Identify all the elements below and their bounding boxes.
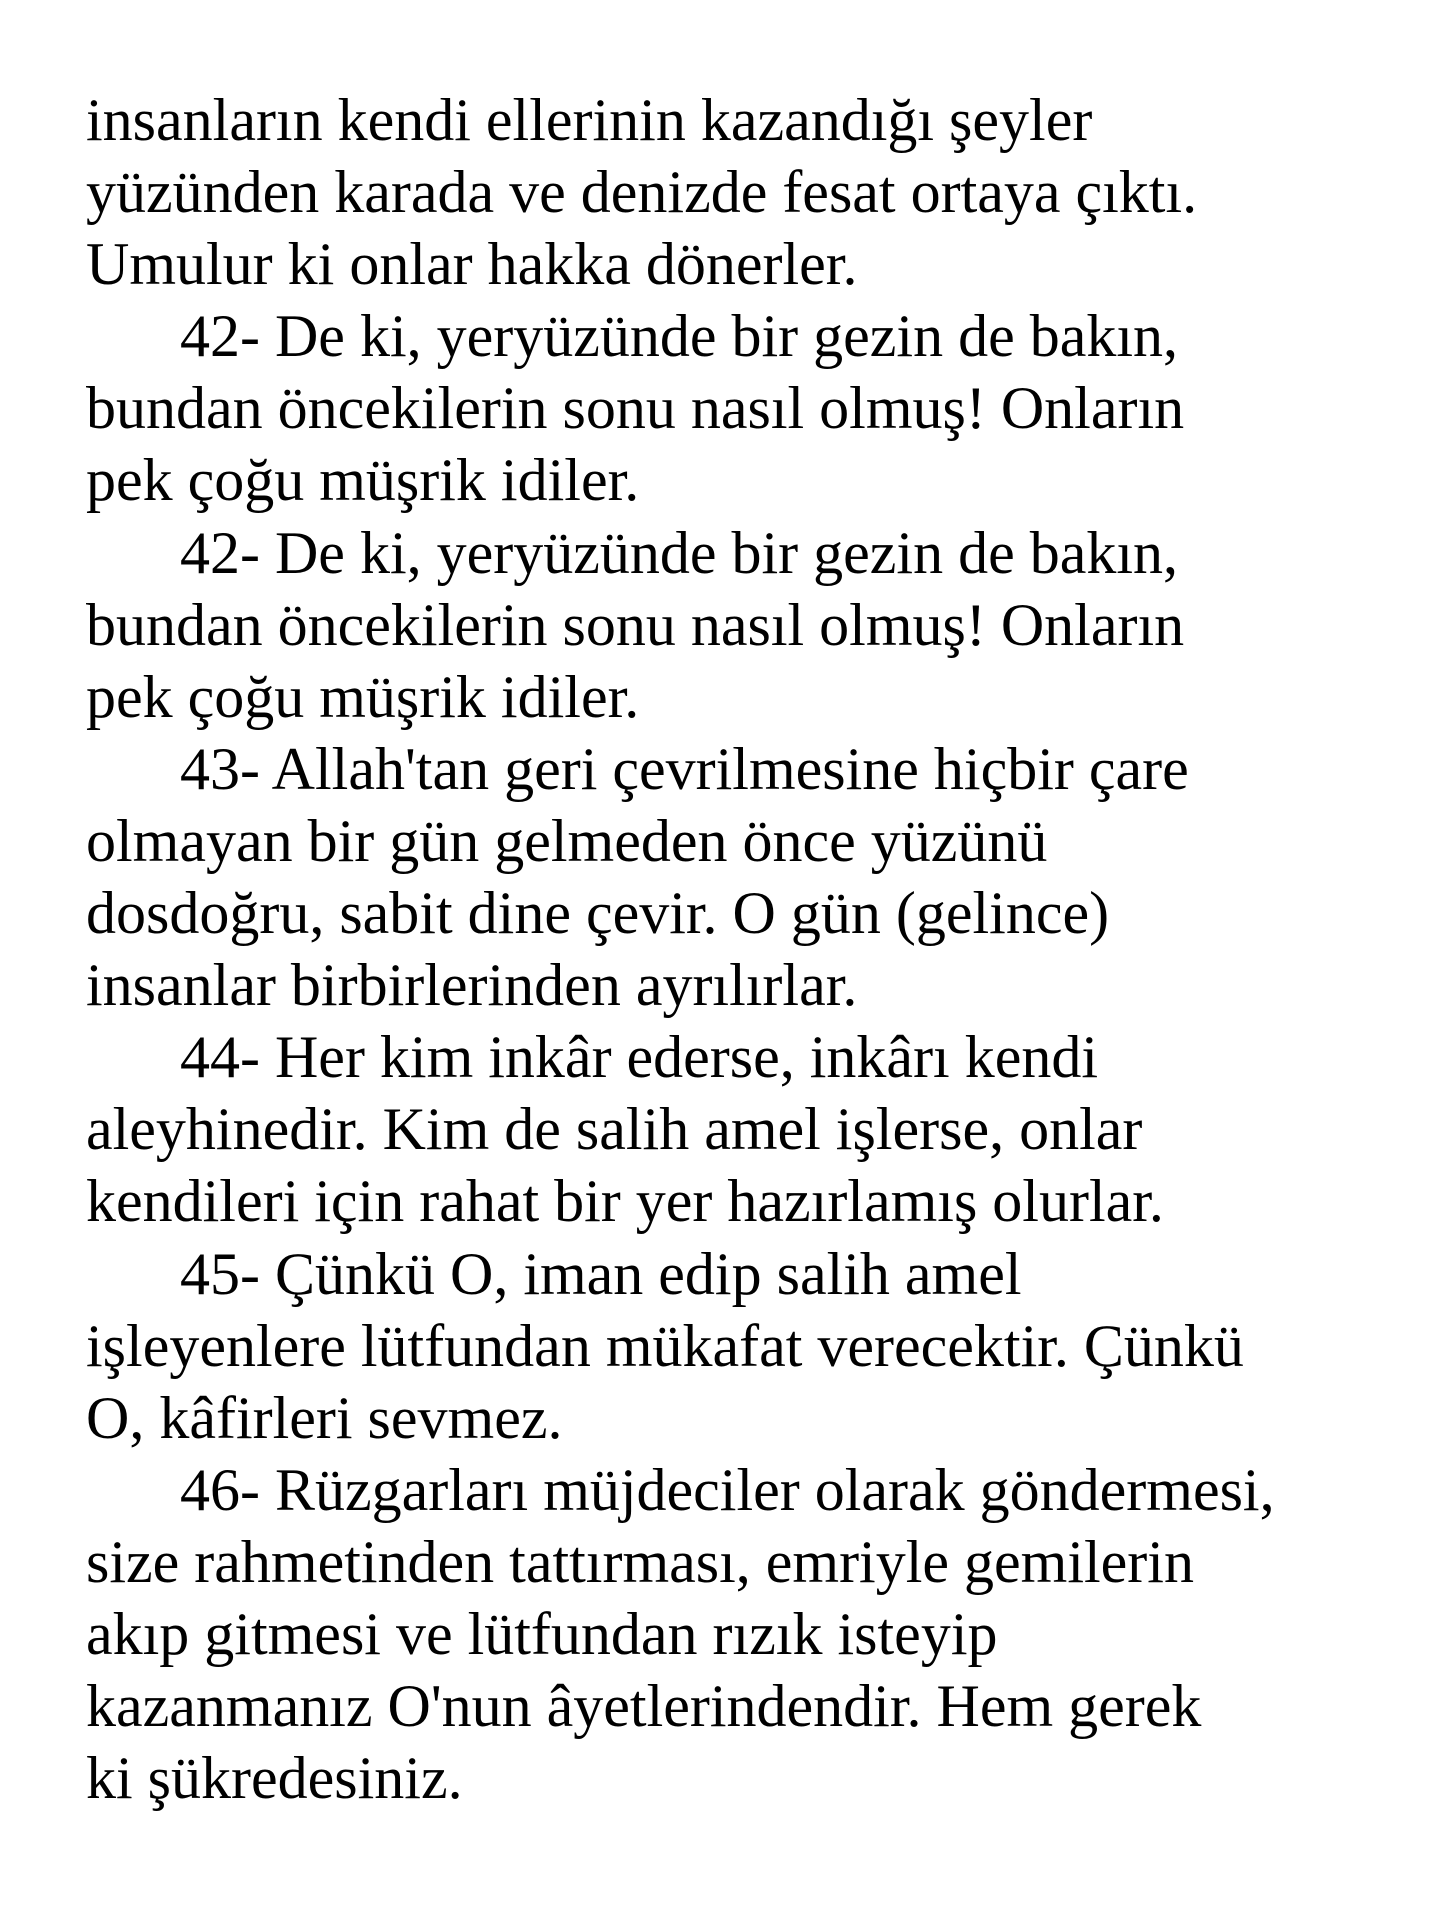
text-line: akıp gitmesi ve lütfundan rızık isteyip <box>86 1600 998 1667</box>
verse-start-line: 42- De ki, yeryüzünde bir gezin de bakın, <box>180 303 1178 370</box>
text-line: kendileri için rahat bir yer hazırlamış olurlar. <box>86 1168 1164 1235</box>
verse-start-line: 45- Çünkü O, iman edip salih amel <box>180 1240 1022 1307</box>
text-line: aleyhinedir. Kim de salih amel işlerse, onlar <box>86 1096 1143 1163</box>
text-line: pek çoğu müşrik idiler. <box>86 447 640 514</box>
text-line: pek çoğu müşrik idiler. <box>86 663 640 730</box>
text-line: yüzünden karada ve denizde fesat ortaya çıktı. <box>86 159 1198 226</box>
text-line: O, kâfirleri sevmez. <box>86 1384 563 1451</box>
text-line: dosdoğru, sabit dine çevir. O gün (gelince) <box>86 880 1110 947</box>
text-line: ki şükredesiniz. <box>86 1745 463 1812</box>
verse-start-line: 44- Her kim inkâr ederse, inkârı kendi <box>180 1024 1099 1091</box>
text-line: kazanmanız O'nun âyetlerindendir. Hem gerek <box>86 1673 1202 1740</box>
text-line: insanların kendi ellerinin kazandığı şeyler <box>86 87 1093 153</box>
verse-start-line: 42- De ki, yeryüzünde bir gezin de bakın, <box>180 519 1178 586</box>
text-line: bundan öncekilerin sonu nasıl olmuş! Onların <box>86 375 1185 442</box>
text-line: olmayan bir gün gelmeden önce yüzünü <box>86 807 1048 874</box>
text-line: Umulur ki onlar hakka dönerler. <box>86 231 858 298</box>
verse-start-line: 46- Rüzgarları müjdeciler olarak göndermesi, <box>180 1456 1275 1523</box>
text-line: insanlar birbirlerinden ayrılırlar. <box>86 952 858 1019</box>
text-line: işleyenlere lütfundan mükafat verecektir. Çünkü <box>86 1312 1244 1379</box>
text-line: size rahmetinden tattırması, emriyle gemilerin <box>86 1528 1194 1595</box>
document-page <box>86 84 1426 1814</box>
verse-start-line: 43- Allah'tan geri çevrilmesine hiçbir çare <box>180 735 1189 802</box>
text-line: bundan öncekilerin sonu nasıl olmuş! Onların <box>86 591 1185 658</box>
